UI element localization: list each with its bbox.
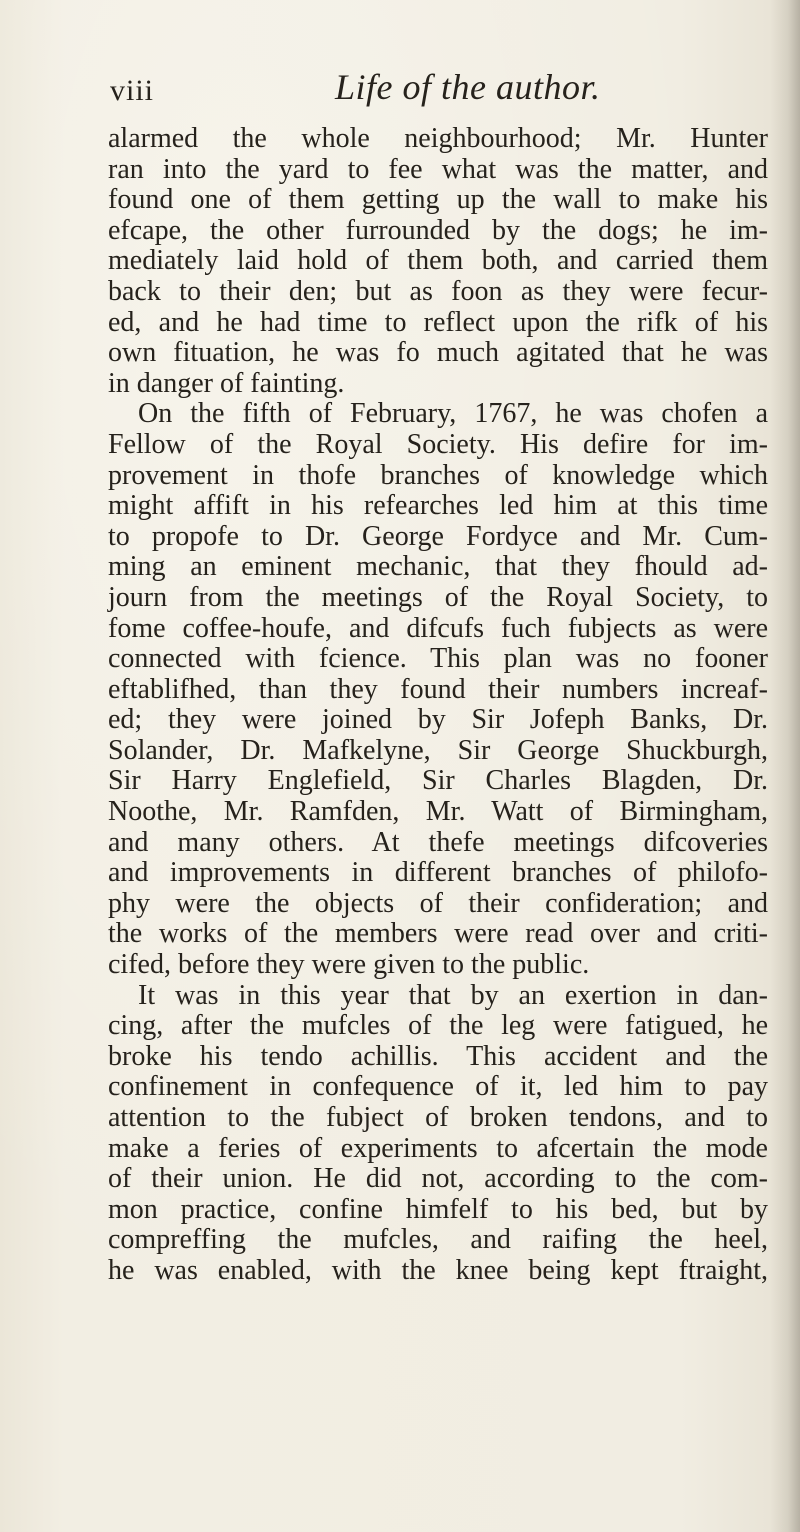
text-line: ed; they were joined by Sir Jofeph Banks, Dr.: [108, 704, 768, 736]
running-head: [110, 66, 750, 116]
text-line: confinement in confequence of it, led him to pay: [108, 1071, 768, 1103]
page-number: viii: [110, 74, 155, 107]
text-line: Fellow of the Royal Society. His defire for im-: [108, 428, 768, 460]
text-line: to propofe to Dr. George Fordyce and Mr. Cum-: [108, 520, 768, 552]
text-line: alarmed the whole neighbourhood; Mr. Hunter: [108, 123, 768, 154]
paragraph: [108, 124, 768, 399]
text-line: and improvements in different branches of philofo-: [108, 857, 768, 889]
paragraph: [108, 399, 768, 980]
page-edge-shadow: [770, 0, 800, 1532]
text-line: ming an eminent mechanic, that they fhould ad-: [108, 551, 768, 583]
text-line: mediately laid hold of them both, and carried them: [108, 245, 768, 277]
text-line: cing, after the mufcles of the leg were fatigued, he: [108, 1010, 768, 1042]
text-line: found one of them getting up the wall to make his: [108, 184, 768, 216]
paragraph: [108, 981, 768, 1287]
text-line: mon practice, confine himfelf to his bed, but by: [108, 1193, 768, 1225]
text-line: Noothe, Mr. Ramfden, Mr. Watt of Birmingham,: [108, 796, 768, 828]
text-line: might affift in his refearches led him at this time: [108, 490, 768, 522]
text-line: It was in this year that by an exertion in dan-: [138, 979, 768, 1011]
text-line: fome coffee-houfe, and difcufs fuch fubjects as were: [108, 612, 768, 644]
text-line: the works of the members were read over and criti-: [108, 918, 768, 950]
text-line: Sir Harry Englefield, Sir Charles Blagden, Dr.: [108, 765, 768, 797]
text-line: make a feries of experiments to afcertain the mode: [108, 1132, 768, 1164]
text-line: Solander, Dr. Mafkelyne, Sir George Shuckburgh,: [108, 734, 768, 766]
text-line: eftablifhed, than they found their numbers increaf-: [108, 673, 768, 705]
text-line: and many others. At thefe meetings difcoveries: [108, 826, 768, 858]
text-line: own fituation, he was fo much agitated that he was: [108, 337, 768, 369]
text-line: of their union. He did not, according to the com-: [108, 1163, 768, 1195]
text-line: he was enabled, with the knee being kept ftraight,: [108, 1254, 768, 1286]
text-line: efcape, the other furrounded by the dogs; he im-: [108, 214, 768, 246]
text-line: cifed, before they were given to the public.: [108, 949, 590, 981]
text-line: in danger of fainting.: [108, 367, 345, 399]
text-line: broke his tendo achillis. This accident and the: [108, 1040, 768, 1072]
text-line: ed, and he had time to reflect upon the rifk of his: [108, 306, 768, 338]
text-line: compreffing the mufcles, and raifing the heel,: [108, 1224, 768, 1256]
text-line: On the fifth of February, 1767, he was chofen a: [138, 398, 768, 430]
text-line: back to their den; but as foon as they were fecur-: [108, 275, 768, 307]
text-line: provement in thofe branches of knowledge which: [108, 459, 768, 491]
text-line: connected with fcience. This plan was no fooner: [108, 643, 768, 675]
text-line: journ from the meetings of the Royal Society, to: [108, 581, 768, 613]
text-line: ran into the yard to fee what was the matter, and: [108, 153, 768, 185]
text-line: attention to the fubject of broken tendons, and to: [108, 1102, 768, 1133]
body-text: [108, 124, 768, 1287]
text-line: phy were the objects of their confideration; and: [108, 887, 768, 919]
running-title: Life of the author.: [335, 67, 601, 107]
